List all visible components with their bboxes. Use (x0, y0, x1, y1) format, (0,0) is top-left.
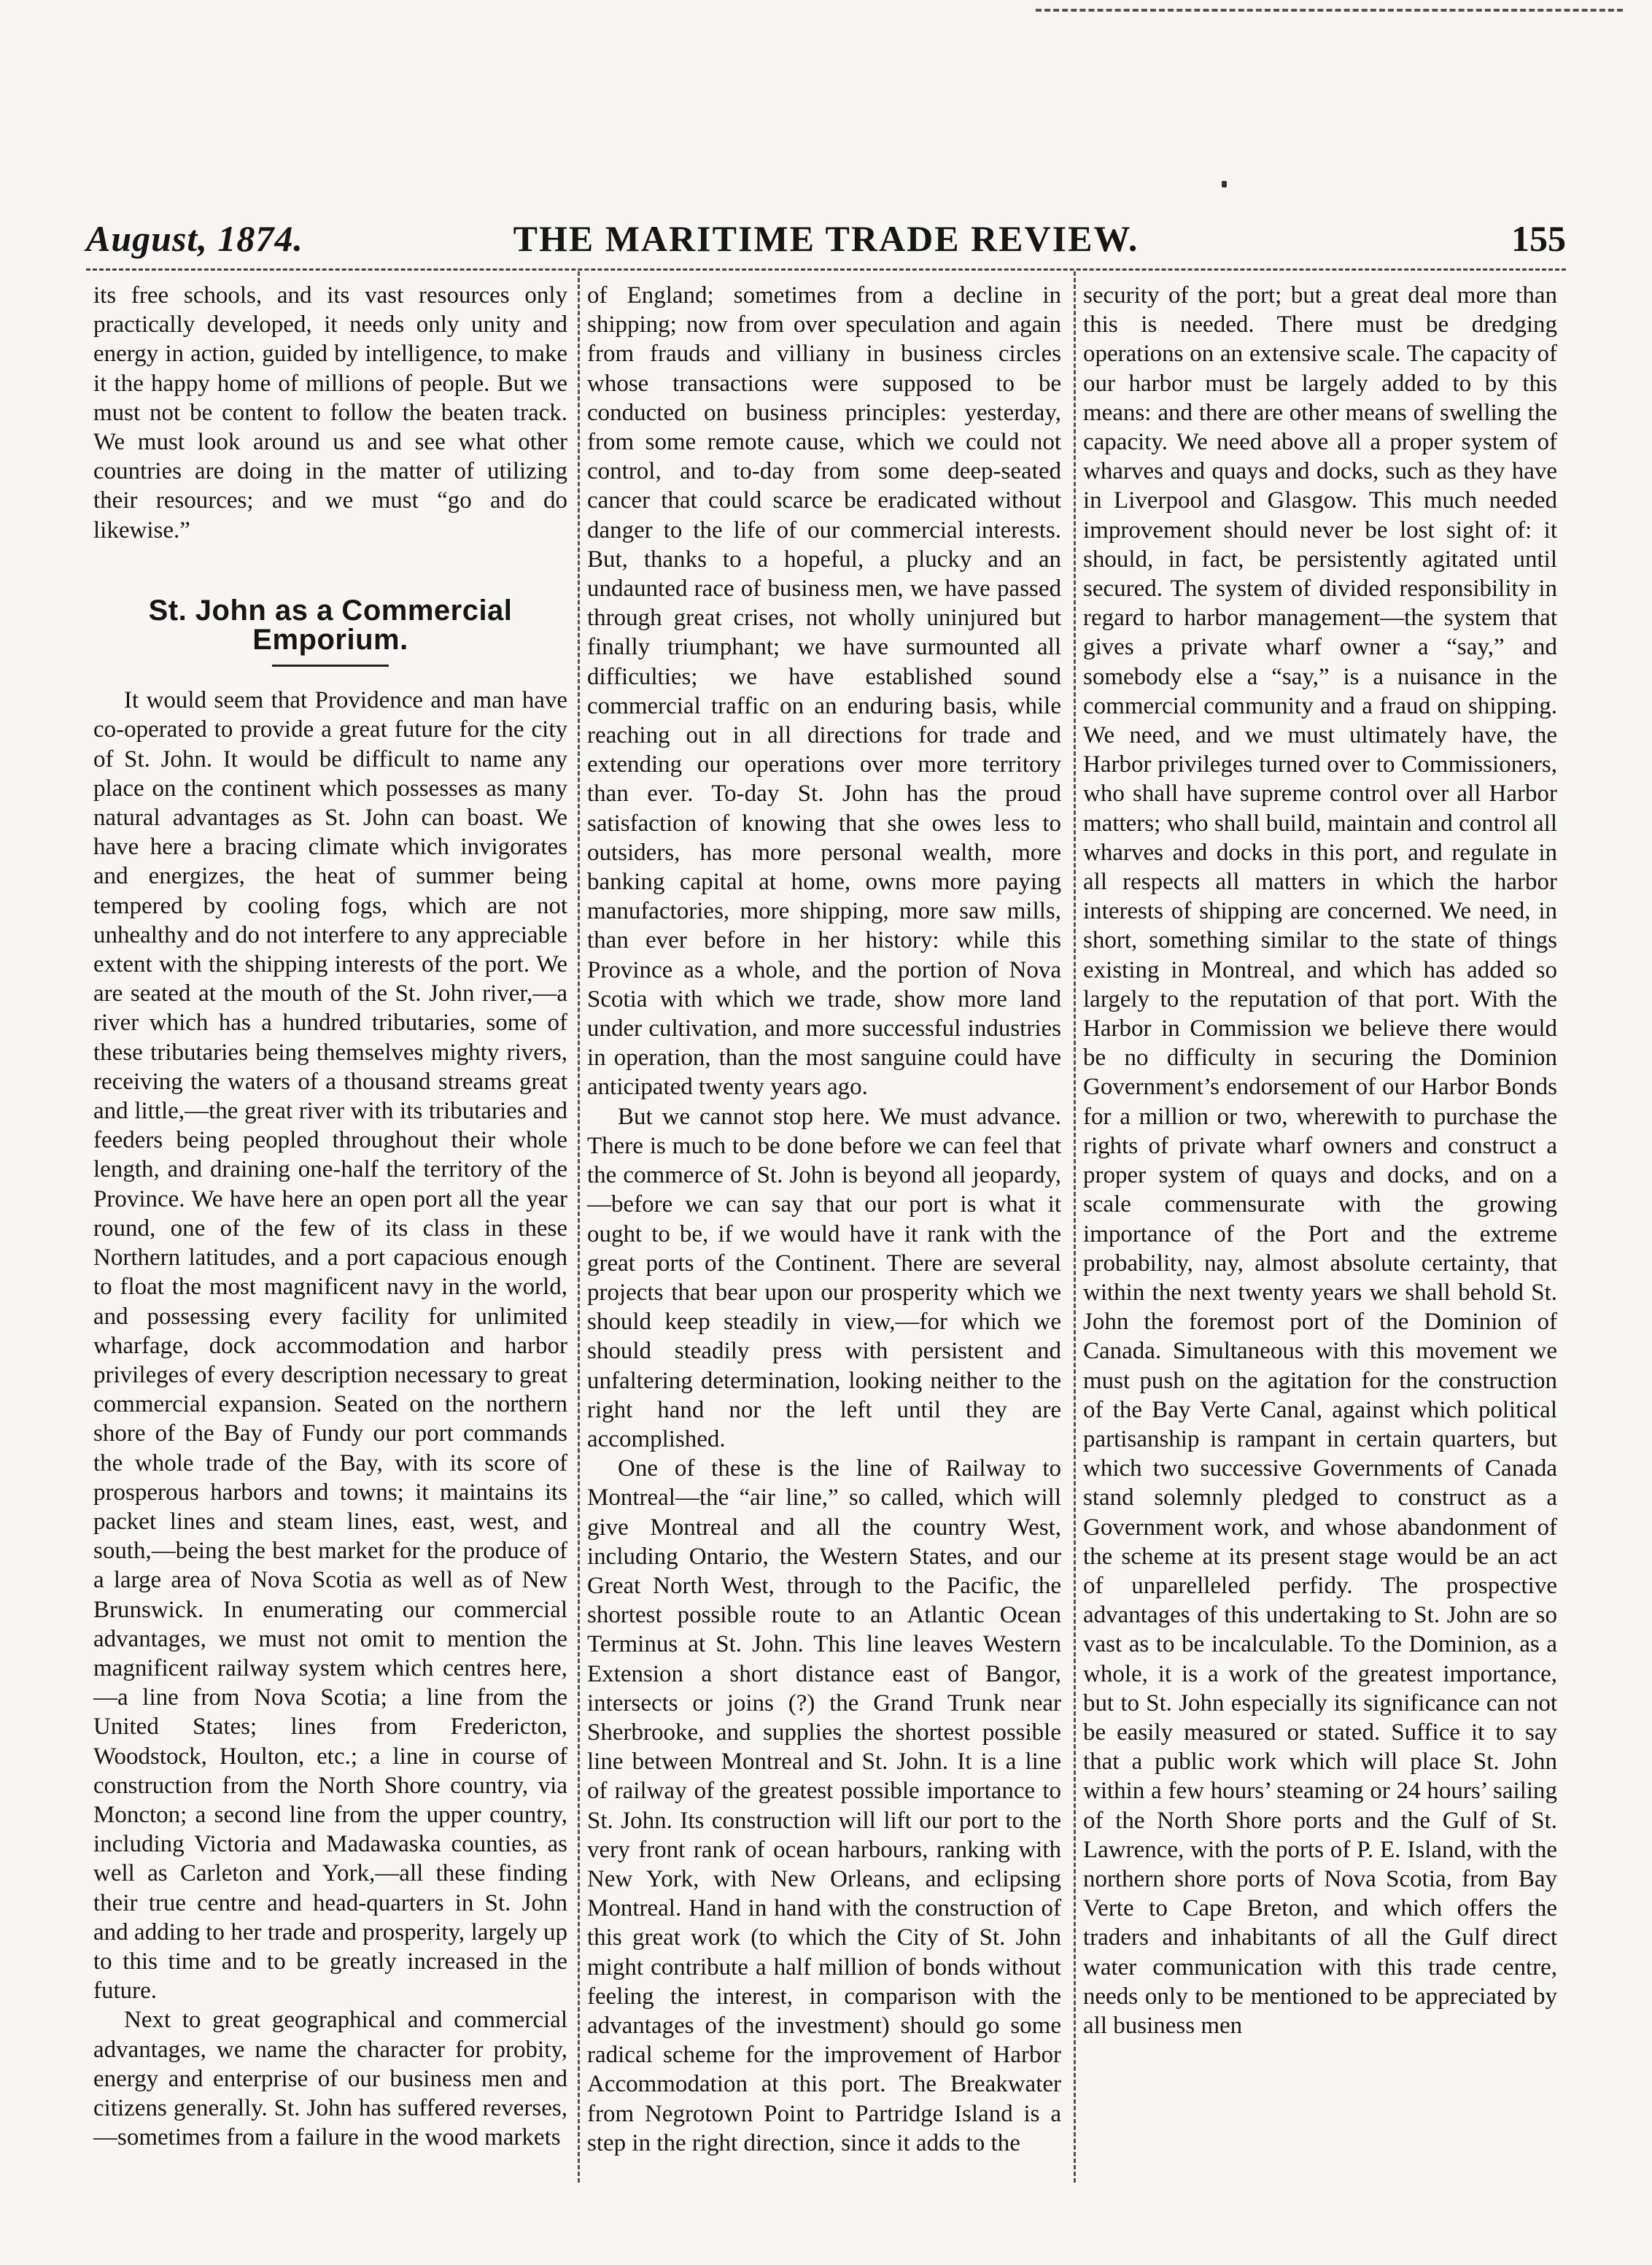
article-paragraph: Next to great geographical and commercial advantages, we name the character for probity, energy and enterprise of our business men and citizens generally. St. John has suffered reverses,—sometimes from a failure in the wood markets (93, 2007, 567, 2151)
issue-date: August, 1874. (86, 218, 303, 259)
column-divider (578, 271, 580, 2183)
column-1 (93, 281, 567, 2152)
column-2 (587, 281, 1061, 2158)
column-3 (1083, 281, 1557, 2040)
article-paragraph: One of these is the line of Railway to Montreal—the “air line,” so called, which will give Montreal and all the country West, including Ontario, the Western States, and our Great North West, through to the Pacific, the shortest possible route to an Atlantic Ocean Terminus at St. John. This line leaves Western Extension a short distance east of Bangor, intersects or joins (?) the Grand Trunk near Sherbrooke, and supplies the shortest possible line between Montreal and St. John. It is a line of railway of the greatest possible importance to St. John. Its construction will lift our port to the very front rank of ocean harbours, ranking with New York, with New Orleans, and eclipsing Montreal. Hand in hand with the construction of this great work (to which the City of St. John might contribute a half million of bonds without feeling the interest, in comparison with the advantages of the investment) should go some radical scheme for the improvement of Harbor Accommodation at this port. The Breakwater from Negrotown Point to Partridge Island is a step in the right direction, since it adds to the (587, 1455, 1061, 2156)
article-paragraph: security of the port; but a great deal more than this is needed. There must be dredging operations on an extensive scale. The capacity of our harbor must be largely added to by this means: and there are other means of swelling the capacity. We need above all a proper system of wharves and quays and docks, such as they have in Liverpool and Glasgow. This much needed improvement should never be lost sight of: it should, in fact, be persistently agitated until secured. The system of divided responsibility in regard to harbor management—the system that gives a private wharf owner a “say,” and somebody else a “say,” is a nuisance in the commercial community and a fraud on shipping. We need, and we must ultimately have, the Harbor privileges turned over to Commissioners, who shall have supreme control over all Harbor matters; who shall build, maintain and control all wharves and docks in this port, and regulate in all respects all matters in which the harbor interests of shipping are concerned. We need, in short, something similar to the state of things existing in Montreal, and which has added so largely to the reputation of that port. With the Harbor in Commission we believe there would be no difficulty in securing the Dominion Government’s endorsement of our Harbor Bonds for a million or two, wherewith to purchase the rights of private wharf owners and construct a proper system of quays and docks, and on a scale commensurate with the growing importance of the Port and the extreme probability, nay, almost absolute certainty, that within the next twenty years we shall behold St. John the foremost port of the Dominion of Canada. Simultaneous with this movement we must push on the agitation for the construction of the Bay Verte Canal, against which political partisanship is rampant in certain quarters, but which two successive Governments of Canada stand solemnly pledged to construct as a Government work, and whose abandonment of the scheme at its present stage would be an act of unparelleled perfidy. The prospective advantages of this undertaking to St. John are so vast as to be incalculable. To the Dominion, as a whole, it is a work of the greatest importance, but to St. John especially its significance can not be easily measured or stated. Suffice it to say that a public work which will place St. John within a few hours’ steaming or 24 hours’ sailing of the North Shore ports and the Gulf of St. Lawrence, with the ports of P. E. Island, with the northern shore ports of Nova Scotia, from Bay Verte to Cape Breton, and which offers the traders and inhabitants of all the Gulf direct water communication with this trade centre, needs only to be mentioned to be appreciated by all business men (1083, 282, 1557, 2039)
print-speck (1222, 181, 1227, 187)
page-number: 155 (1511, 218, 1566, 259)
top-edge-rule (1036, 9, 1623, 12)
article-heading: St. John as a Commercial Emporium. (148, 594, 513, 657)
article-paragraph: of England; sometimes from a decline in shipping; now from over speculation and again from frauds and villiany in business circles whose transactions were supposed to be conducted on business principles: yesterday, from some remote cause, which we could not control, and to-day from some deep-seated cancer that could scarce be eradicated without danger to the life of our commercial interests. But, thanks to a hopeful, a plucky and an undaunted race of business men, we have passed through great crises, not wholly uninjured but finally triumphant; we have surmounted all difficulties; we have established sound commercial traffic on an enduring basis, while reaching out in all directions for trade and extending our operations over more territory than ever. To-day St. John has the proud satisfaction of knowing that she owes less to outsiders, has more personal wealth, more banking capital at home, owns more paying manufactories, more shipping, more saw mills, than ever before in her history: while this Province as a whole, and the portion of Nova Scotia with which we trade, show more land under cultivation, and more successful industries in operation, than the most sanguine could have anticipated twenty years ago. (587, 282, 1061, 1101)
article-paragraph: But we cannot stop here. We must advance. There is much to be done before we can feel that the commerce of St. John is beyond all jeopardy,—before we can say that our port is what it ought to be, if we would have it rank with the great ports of the Continent. There are several projects that bear upon our prosperity which we should keep steadily in view,—for which we should steadily press with persistent and unfaltering determination, looking neither to the right hand nor the left until they are accomplished. (587, 1103, 1061, 1452)
heading-rule (272, 665, 389, 667)
column-divider (1074, 271, 1076, 2183)
article-paragraph: It would seem that Providence and man have co-operated to provide a great future for the city of St. John. It would be difficult to name any place on the continent which possesses as many natural advantages as St. John can boast. We have here a bracing climate which invigorates and energizes, the heat of summer being tempered by cooling fogs, which are not unhealthy and do not interfere to any appreciable extent with the shipping interests of the port. We are seated at the mouth of the St. John river,—a river which has a hundred tributaries, some of these tributaries being themselves mighty rivers, receiving the waters of a thousand streams great and little,—the great river with its tributaries and feeders being peopled throughout their whole length, and draining one-half the territory of the Province. We have here an open port all the year round, one of the few of its class in these Northern latitudes, and a port capacious enough to float the most magnificent navy in the world, and possessing every facility for unlimited wharfage, dock accommodation and harbor privileges of every description necessary to great commercial expansion. Seated on the northern shore of the Bay of Fundy our port commands the whole trade of the Bay, with its score of prosperous harbors and towns; it maintains its packet lines and steam lines, east, west, and south,—being the best market for the produce of a large area of Nova Scotia as well as of New Brunswick. In enumerating our commercial advantages, we must not omit to mention the magnificent railway system which centres here,—a line from Nova Scotia; a line from the United States; lines from Fredericton, Woodstock, Houlton, etc.; a line in course of construction from the North Shore country, via Moncton; a second line from the upper country, including Victoria and Madawaska counties, as well as Carleton and York,—all these finding their true centre and head-quarters in St. John and adding to her trade and prosperity, largely up to this time and to be greatly increased in the future. (93, 687, 567, 2005)
header-rule (86, 268, 1566, 271)
page-header (86, 212, 1566, 270)
publication-title: THE MARITIME TRADE REVIEW. (513, 218, 1139, 259)
paragraph-continued: its free schools, and its vast resources only practically developed, it needs only unity and energy in action, guided by intelligence, to make it the happy home of millions of people. But we must not be content to follow the beaten track. We must look around us and see what other countries are doing in the matter of utilizing their resources; and we must “go and do likewise.” (93, 282, 567, 543)
